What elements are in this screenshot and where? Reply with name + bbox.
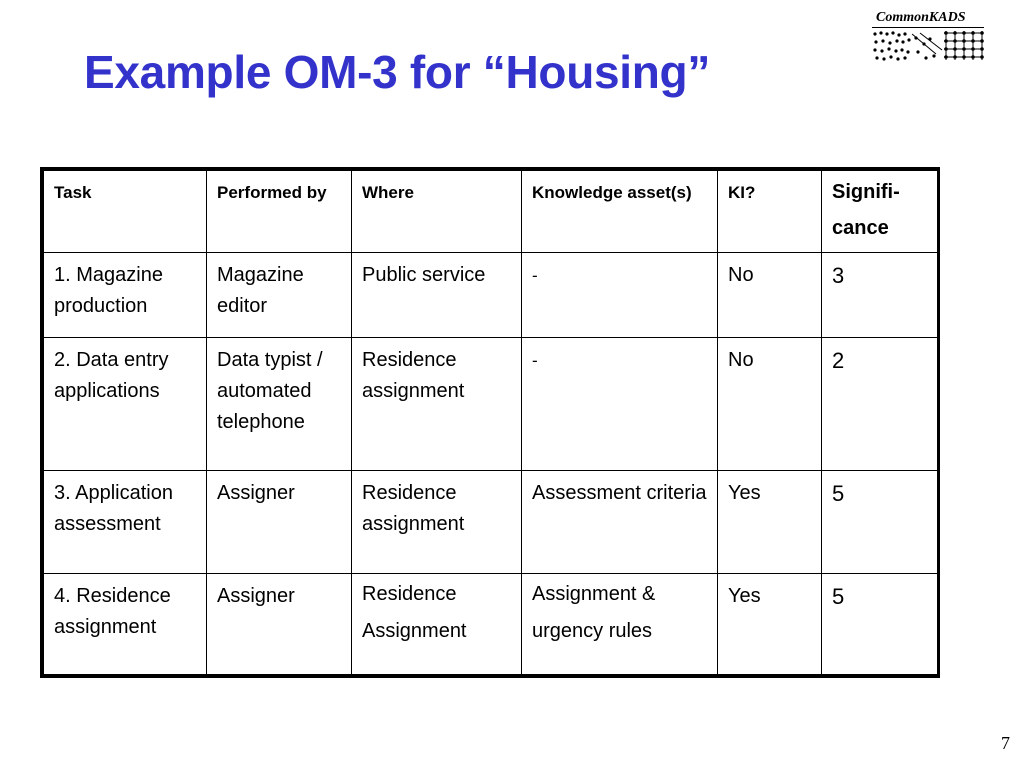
table-row <box>44 338 938 471</box>
header-task: Task <box>44 171 207 253</box>
cell-performed-by: Assigner <box>207 574 352 675</box>
table-row <box>44 574 938 675</box>
cell-performed-by: Data typist / automated telephone <box>207 338 352 471</box>
logo-text: CommonKADS <box>876 10 966 25</box>
om3-table <box>43 170 938 675</box>
header-ki: KI? <box>718 171 822 253</box>
page-number: 7 <box>1001 733 1010 753</box>
cell-where: Residence assignment <box>352 338 522 471</box>
cell-task: 3. Application assessment <box>44 471 207 574</box>
header-significance: Signifi- cance <box>822 171 938 253</box>
table-row <box>44 471 938 574</box>
table-row <box>44 253 938 338</box>
commonkads-logo <box>872 10 988 66</box>
cell-task: 4. Residence assignment <box>44 574 207 675</box>
cell-knowledge-assets: Assessment criteria <box>522 471 718 574</box>
logo-rule <box>872 27 984 28</box>
cell-task: 1. Magazine production <box>44 253 207 338</box>
cell-where: Residence assignment <box>352 471 522 574</box>
header-knowledge-assets: Knowledge asset(s) <box>522 171 718 253</box>
table-header-row <box>44 171 938 253</box>
cell-significance: 2 <box>822 338 938 471</box>
cell-performed-by: Assigner <box>207 471 352 574</box>
cell-performed-by: Magazine editor <box>207 253 352 338</box>
header-performed-by: Performed by <box>207 171 352 253</box>
cell-significance: 3 <box>822 253 938 338</box>
cell-knowledge-assets: - <box>522 338 718 471</box>
cell-ki: Yes <box>718 574 822 675</box>
cell-ki: Yes <box>718 471 822 574</box>
logo-dot-grid-icon <box>872 30 984 64</box>
cell-knowledge-assets: - <box>522 253 718 338</box>
cell-ki: No <box>718 338 822 471</box>
cell-significance: 5 <box>822 574 938 675</box>
cell-task: 2. Data entry applications <box>44 338 207 471</box>
header-where: Where <box>352 171 522 253</box>
cell-ki: No <box>718 253 822 338</box>
organisation-model-table <box>40 167 940 678</box>
cell-where: Public service <box>352 253 522 338</box>
cell-significance: 5 <box>822 471 938 574</box>
cell-where: Residence Assignment <box>352 574 522 675</box>
slide-title: Example OM-3 for “Housing” <box>84 46 711 98</box>
cell-knowledge-assets: Assignment & urgency rules <box>522 574 718 675</box>
